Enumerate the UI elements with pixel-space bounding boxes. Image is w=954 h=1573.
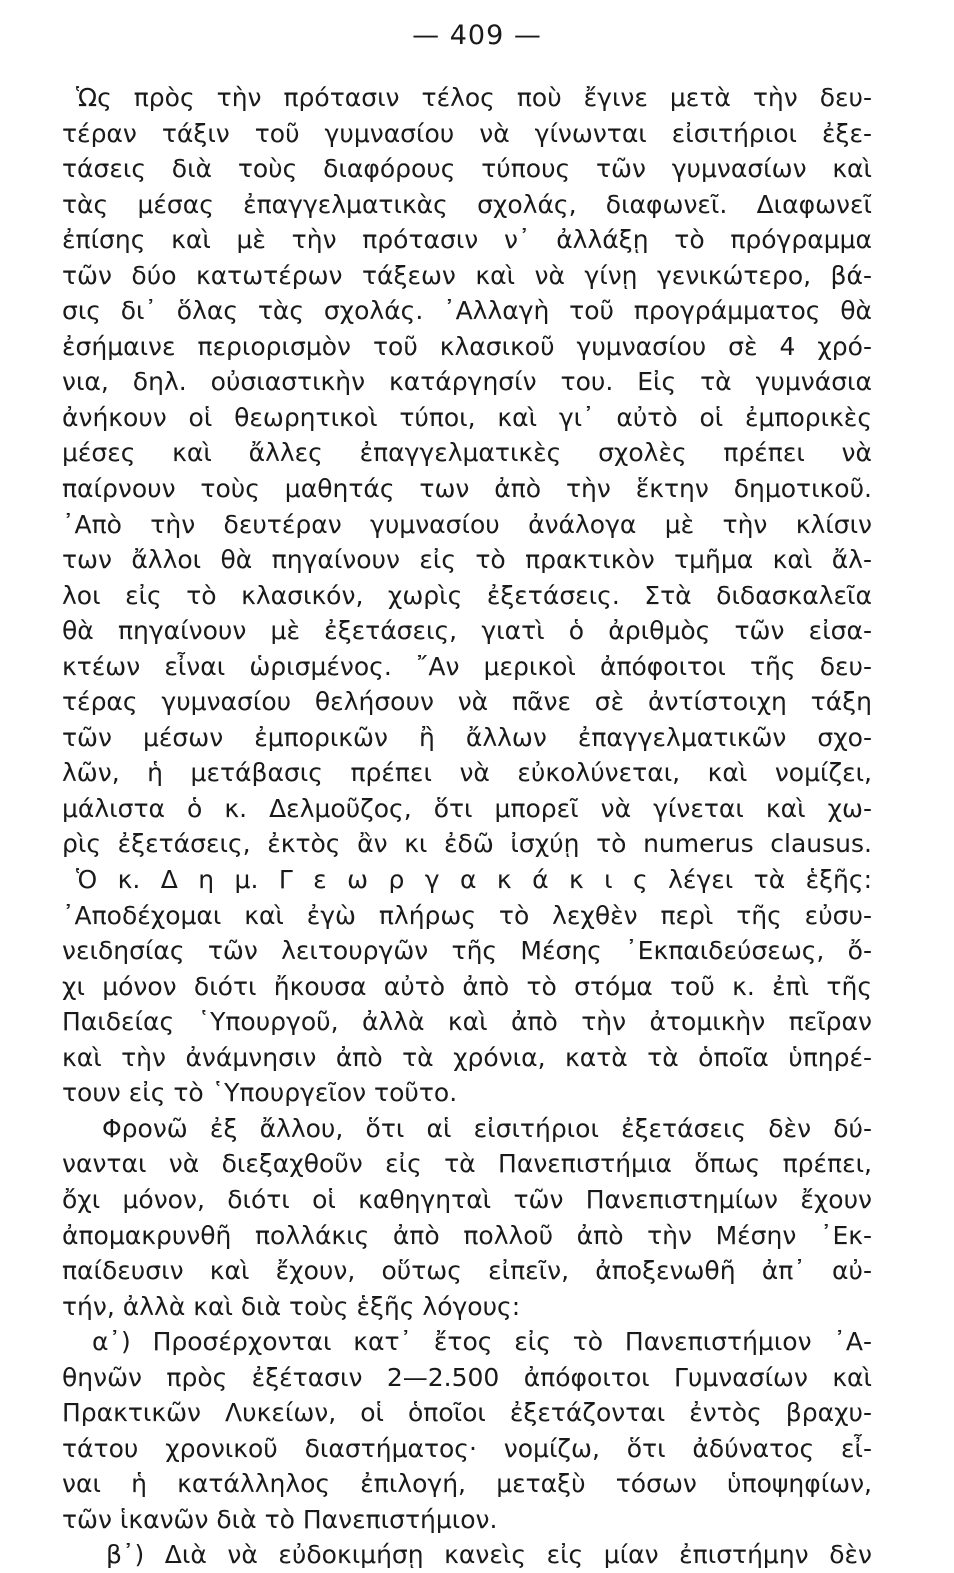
list-item-alpha: α᾿) Προσέρχονται κατ᾿ ἔτος εἰς τὸ Πανεπιστήμιον ᾿Α-: [92, 1327, 872, 1357]
text-line: θὰ πηγαίνουν μὲ ἐξετάσεις, γιατὶ ὁ ἀριθμὸς τῶν εἰσα-: [62, 616, 872, 646]
text-line: τῶν δύο κατωτέρων τάξεων καὶ νὰ γίνῃ γενικώτερο, βά-: [62, 260, 872, 290]
text-line: Πρακτικῶν Λυκείων, οἱ ὁποῖοι ἐξετάζονται ἐντὸς βραχυ-: [62, 1398, 872, 1428]
text-line: ᾿Απὸ τὴν δευτέραν γυμνασίου ἀνάλογα μὲ τὴν κλίσιν: [62, 509, 872, 539]
text-line: τάσεις διὰ τοὺς διαφόρους τύπους τῶν γυμνασίων καὶ: [62, 154, 872, 184]
text-line: Ὡς πρὸς τὴν πρότασιν τέλος ποὺ ἔγινε μετὰ τὴν δευ-: [76, 83, 872, 112]
text-line: παίδευσιν καὶ ἔχουν, οὕτως εἰπεῖν, ἀποξενωθῆ ἀπ᾿ αὐ-: [62, 1256, 872, 1286]
text-line: λοι εἰς τὸ κλασικόν, χωρὶς ἐξετάσεις. Στὰ διδασκαλεῖα: [62, 580, 872, 610]
text-line: τῶν μέσων ἐμπορικῶν ἢ ἄλλων ἐπαγγελματικῶν σχο-: [62, 722, 872, 752]
text-line: ἀπομακρυνθῆ πολλάκις ἀπὸ πολλοῦ ἀπὸ τὴν Μέσην ᾿Εκ-: [62, 1220, 872, 1250]
text-line: ναι ἡ κατάλληλος ἐπιλογή, μεταξὺ τόσων ὑποψηφίων,: [62, 1469, 872, 1499]
text-line: τουν εἰς τὸ ῾Υπουργεῖον τοῦτο.: [62, 1078, 458, 1108]
text-line: Φρονῶ ἐξ ἄλλου, ὅτι αἱ εἰσιτήριοι ἐξετάσεις δὲν δύ-: [102, 1113, 872, 1143]
text-line: ἀνήκουν οἱ θεωρητικοὶ τύποι, καὶ γι᾿ αὐτὸ οἱ ἐμπορικὲς: [62, 402, 872, 432]
text-line: παίρνουν τοὺς μαθητάς των ἀπὸ τὴν ἕκτην δημοτικοῦ.: [62, 474, 872, 504]
text-line: τέραν τάξιν τοῦ γυμνασίου νὰ γίνωνται εἰσιτήριοι ἐξε-: [62, 118, 872, 148]
text-line: λῶν, ἡ μετάβασις πρέπει νὰ εὐκολύνεται, καὶ νομίζει,: [62, 758, 872, 788]
speaker-line: Ὁ κ. Δ η μ. Γ ε ω ρ γ α κ ά κ ι ς λέγει τὰ ἑξῆς:: [76, 865, 872, 895]
text-line: καὶ τὴν ἀνάμνησιν ἀπὸ τὰ χρόνια, κατὰ τὰ ὁποῖα ὑπηρέ-: [62, 1042, 872, 1072]
text-line: θηνῶν πρὸς ἐξέτασιν 2—2.500 ἀπόφοιτοι Γυμνασίων καὶ: [62, 1362, 872, 1392]
page-number: — 409 —: [412, 20, 542, 51]
body-text: [62, 80, 872, 1573]
text-line: τήν, ἀλλὰ καὶ διὰ τοὺς ἑξῆς λόγους:: [62, 1291, 521, 1321]
text-line: τάτου χρονικοῦ διαστήματος· νομίζω, ὅτι ἀδύνατος εἶ-: [62, 1433, 872, 1463]
text-line: ἐσήμαινε περιορισμὸν τοῦ κλασικοῦ γυμνασίου σὲ 4 χρό-: [62, 331, 872, 361]
text-line: νια, δηλ. οὐσιαστικὴν κατάργησίν του. Εἰς τὰ γυμνάσια: [62, 367, 872, 397]
text-line: τὰς μέσας ἐπαγγελματικὰς σχολάς, διαφωνεῖ. Διαφωνεῖ: [62, 189, 872, 219]
text-line: των ἄλλοι θὰ πηγαίνουν εἰς τὸ πρακτικὸν τμῆμα καὶ ἄλ-: [62, 545, 872, 575]
text-line: σις δι᾿ ὅλας τὰς σχολάς. ᾿Αλλαγὴ τοῦ προγράμματος θὰ: [62, 296, 872, 326]
text-line: μέσες καὶ ἄλλες ἐπαγγελματικὲς σχολὲς πρέπει νὰ: [62, 438, 872, 468]
text-line: χι μόνον διότι ἤκουσα αὐτὸ ἀπὸ τὸ στόμα τοῦ κ. ἐπὶ τῆς: [62, 971, 872, 1001]
text-line: τῶν ἱκανῶν διὰ τὸ Πανεπιστήμιον.: [62, 1504, 498, 1534]
text-line: νανται νὰ διεξαχθοῦν εἰς τὰ Πανεπιστήμια ὅπως πρέπει,: [62, 1149, 872, 1179]
text-line: τέρας γυμνασίου θελήσουν νὰ πᾶνε σὲ ἀντίστοιχη τάξη: [62, 687, 872, 717]
text-line: μάλιστα ὁ κ. Δελμοῦζος, ὅτι μπορεῖ νὰ γίνεται καὶ χω-: [62, 793, 872, 823]
list-item-beta: β᾿) Διὰ νὰ εὐδοκιμήσῃ κανεὶς εἰς μίαν ἐπιστήμην δὲν: [106, 1540, 872, 1570]
text-line: ᾿Αποδέχομαι καὶ ἐγὼ πλήρως τὸ λεχθὲν περὶ τῆς εὐσυ-: [62, 900, 872, 930]
text-line: ἐπίσης καὶ μὲ τὴν πρότασιν ν᾿ ἀλλάξῃ τὸ πρόγραμμα: [62, 225, 872, 255]
text-line: νειδησίας τῶν λειτουργῶν τῆς Μέσης ᾿Εκπαιδεύσεως, ὄ-: [62, 936, 872, 966]
text-line: Παιδείας ῾Υπουργοῦ, ἀλλὰ καὶ ἀπὸ τὴν ἀτομικὴν πεῖραν: [62, 1007, 872, 1037]
text-line: κτέων εἶναι ὡρισμένος. ῎Αν μερικοὶ ἀπόφοιτοι τῆς δευ-: [62, 651, 872, 681]
text-line: ὄχι μόνον, διότι οἱ καθηγηταὶ τῶν Πανεπιστημίων ἔχουν: [62, 1184, 872, 1214]
text-line: ρὶς ἐξετάσεις, ἐκτὸς ἂν κι ἐδῶ ἰσχύῃ τὸ numerus clausus.: [62, 829, 872, 859]
